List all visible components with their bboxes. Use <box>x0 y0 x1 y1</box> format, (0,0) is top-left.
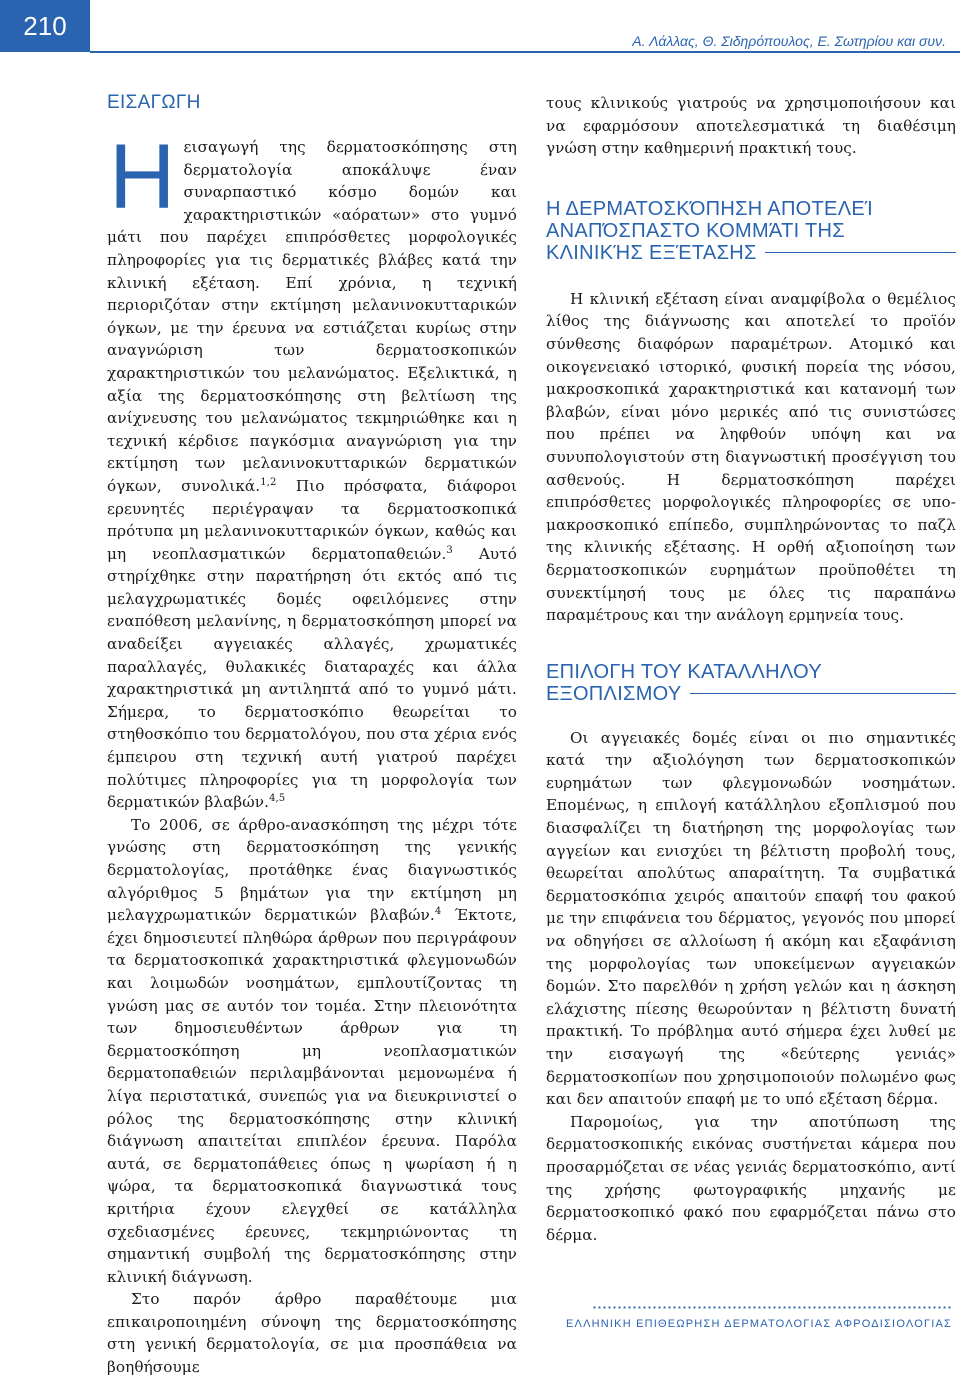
section2-title-line: ΑΝΑΠΌΣΠΑΣΤΟ ΚΟΜΜΆΤΙ ΤΗΣ <box>546 219 845 242</box>
intro-p2-text: Το 2006, σε άρθρο-ανασκόπηση της μέχρι τότε γνώσης στη δερματοσκόπηση της γενικής δερματολογίας, προτάθηκε ένας διαγνωστικός αλγόριθμος 5 βημάτων για την εκτίμηση μη μελαγχρωματικών δερματικών βλαβών. <box>107 815 517 925</box>
running-head: Α. Λάλλας, Θ. Σιδηρόπουλος, Ε. Σωτηρίου και συν. <box>632 33 946 49</box>
intro-p2-text-b: Έκτοτε, έχει δημοσιευτεί πληθώρα άρθρων που περιγράφουν τα δερματοσκοπικά χαρακτηριστικά φλεγμονωδών και λοιμωδών νοσημάτων, εμπλουτίζοντας τη γνώση μας σε αυτόν τον τομέα. Στην πλειονότητα των δημοσιευθέντων άρθρων για τη δερματοσκόπηση μη νεοπλασματικών δερματοπαθειών περιλαμβάνονται μεμονωμένα ή λίγα περιστατικά, συνεπώς για να διευκρινιστεί ο ρόλος της δερματοσκόπησης στην κλινική διάγνωση απαιτείται επιπλέον έρευνα. Παρόλα αυτά, σε δερματοπάθειες όπως η ψωρίαση ή η ψώρα, τα δερματοσκοπικά διαγνωστικά τους κριτήρια έχουν ελεγχθεί σε κατάλληλα σχεδιασμένες έρευνες, τεκμηριώνοντας τη σημαντική συμβολή της δερματοσκόπησης στην κλινική διάγνωση. <box>107 906 517 1286</box>
journal-title: ΕΛΛΗΝΙΚΗ ΕΠΙΘΕΩΡΗΣΗ ΔΕΡΜΑΤΟΛΟΓΙΑΣ ΑΦΡΟΔΙΣΙΟΛΟΓΙΑΣ <box>566 1318 952 1330</box>
section2-title <box>546 198 956 264</box>
title-rule <box>690 693 956 694</box>
citation: 3 <box>446 544 453 556</box>
section2-paragraph-1: Η κλινική εξέταση είναι αναμφίβολα ο θεμέλιος λίθος της διάγνωσης και αποτελεί το προϊόν σύνθεσης διαφόρων παραμέτρων. Ατομικό και οικογενειακό ιστορικό, φυσική πορεία της νόσου, μακροσκοπικά χαρακτηριστικά και κατανομή των βλαβών, είναι μόνο μερικές από τις συνιστώσες που πρέπει να ληφθούν υπόψη και να συνυπολογιστούν στη διαγνωστική προσέγγιση του ασθενούς. Η δερματοσκόπηση παρέχει επιπρόσθετες μορφολογικές πληροφορίες σε υπο-μακροσκοπικό επίπεδο, συμπληρώνοντας το παζλ της κλινικής εξέτασης. Η ορθή αξιοποίηση των δερματοσκοπικών ευρημάτων προϋποθέτει τη συνεκτίμησή τους με όλες τις παραπάνω παραμέτρους και την ανάλογη ερμηνεία τους. <box>546 289 956 625</box>
section3-title-line: ΕΠΙΛΟΓΗ ΤΟΥ ΚΑΤΑΛΛΗΛΟΥ <box>546 660 823 683</box>
drop-cap: Η <box>109 126 176 228</box>
intro-paragraph-3-continued: τους κλινικούς γιατρούς να χρησιμοποιήσουν και να εφαρμόσουν αποτελεσματικά τη διαθέσιμη γνώση στην καθημερινή πρακτική τους. <box>546 94 956 158</box>
right-column <box>546 92 956 1246</box>
citation: 4 <box>434 906 442 918</box>
section2-title-line: Η ΔΕΡΜΑΤΟΣΚΌΠΗΣΗ ΑΠΟΤΕΛΕΊ <box>546 197 873 220</box>
section3-title-line: ΕΞΟΠΛΙΣΜΟΥ <box>546 682 682 705</box>
footer-dots <box>592 1306 952 1309</box>
intro-p1-text: εισαγωγή της δερματοσκόπησης στη δερματολογία αποκάλυψε έναν συναρπαστικό κόσμο δομών και χαρακτηριστικών «αόρατων» στο γυμνό μάτι που παρέχει επιπρόσθετες μορφολογικές πληροφορίες για τις δερματικές βλάβες κατά την κλινική εξέταση. Επί χρόνια, η τεχνική περιοριζόταν στην εκτίμηση μελανινοκυτταρικών όγκων, με την έρευνα να εστιάζεται κυρίως στην αναγνώριση των δερματοσκοπικών χαρακτηριστικών του μελανώματος. Εξελικτικά, η αξία της δερματοσκόπησης στη βελτίωση της ανίχνευσης του μελανώματος τεκμηριώθηκε και η τεχνική κέρδισε παγκόσμια αναγνώριση για την εκτίμηση των μελανινοκυτταρικών δερματικών όγκων, συνολικά. <box>107 138 517 495</box>
intro-paragraph-2 <box>107 814 517 1288</box>
section3-paragraph-2: Παρομοίως, για την αποτύπωση της δερματοσκοπικής εικόνας συστήνεται κάμερα που προσαρμόζεται σε νέας γενιάς δερματοσκόπιο, αντί της χρήσης φωτογραφικής μηχανής με δερματοσκοπικό φακό που εφαρμόζεται πάνω στο δέρμα. <box>546 1112 956 1244</box>
intro-p1-text-b: Πιο πρόσφατα, διάφοροι ερευνητές περιέγραψαν τα δερματοσκοπικά πρότυπα μη μελανινοκυτταρικών όγκων, καθώς και μη νεοπλασματικών δερματοπαθειών. <box>107 476 517 563</box>
citation: 4,5 <box>269 793 286 805</box>
intro-p1-text-c: Αυτό στηρίχθηκε στην παρατήρηση ότι εκτός από τις μελαγχρωματικές δομές οφειλόμενες στην εναπόθεση μελανίνης, η δερματοσκόπηση μπορεί να αναδείξει αγγειακές αλλαγές, χρωματικές παραλλαγές, θυλακικές διαταραχές και άλλα χαρακτηριστικά μη αντιληπτά από το γυμνό μάτι. Σήμερα, το δερματοσκόπιο θεωρείται το στηθοσκόπιο του δερματολόγου, που στα χέρια ενός έμπειρου στη τεχνική αυτή γιατρού παρέχει πολύτιμες πληροφορίες για τη μορφολογία των δερματικών βλαβών. <box>107 544 517 812</box>
section3-paragraph-1: Οι αγγειακές δομές είναι οι πιο σημαντικές κατά την αξιολόγηση των δερματοσκοπικών ευρημάτων των φλεγμονωδών νοσημάτων. Επομένως, η επιλογή κατάλληλου εξοπλισμού που διασφαλίζει τη διατήρηση της μορφολογίας των αγγείων και ενισχύει τη βέλτιστη προβολή τους, θεωρείται απολύτως απαραίτητη. Τα συμβατικά δερματοσκόπια χειρός απαιτούν επαφή του φακού με την επιφάνεια του δέρματος, γεγονός που μπορεί να οδηγήσει σε αλλοίωση ή ακόμη και εξαφάνιση της μορφολογίας των υποκείμενων αγγειακών δομών. Στο παρελθόν η χρήση γελών και η άσκηση ελάχιστης πίεσης θεωρούνταν η βέλτιστη δυνατή πρακτική. Το πρόβλημα αυτό σήμερα έχει λυθεί με την εισαγωγή της «δεύτερης γενιάς» δερματοσκοπίων που χρησιμοποιούν πολωμένο φως και δεν απαιτούν επαφή με το υπό εξέταση δέρμα. <box>546 728 956 1109</box>
section3-title <box>546 661 956 705</box>
header-rule <box>90 51 960 53</box>
intro-paragraph-1 <box>107 126 517 814</box>
title-rule <box>765 252 956 253</box>
left-column <box>107 92 517 1379</box>
page-number: 210 <box>0 0 90 52</box>
citation: 1,2 <box>260 476 277 488</box>
intro-paragraph-3: Στο παρόν άρθρο παραθέτουμε μια επικαιροποιημένη σύνοψη της δερματοσκόπησης στη γενική δερματολογία, σε μια προσπάθεια να βοηθήσουμε <box>107 1290 517 1377</box>
intro-title: ΕΙΣΑΓΩΓΗ <box>107 92 201 113</box>
section2-title-line: ΚΛΙΝΙΚΉΣ ΕΞΈΤΑΣΗΣ <box>546 241 757 264</box>
